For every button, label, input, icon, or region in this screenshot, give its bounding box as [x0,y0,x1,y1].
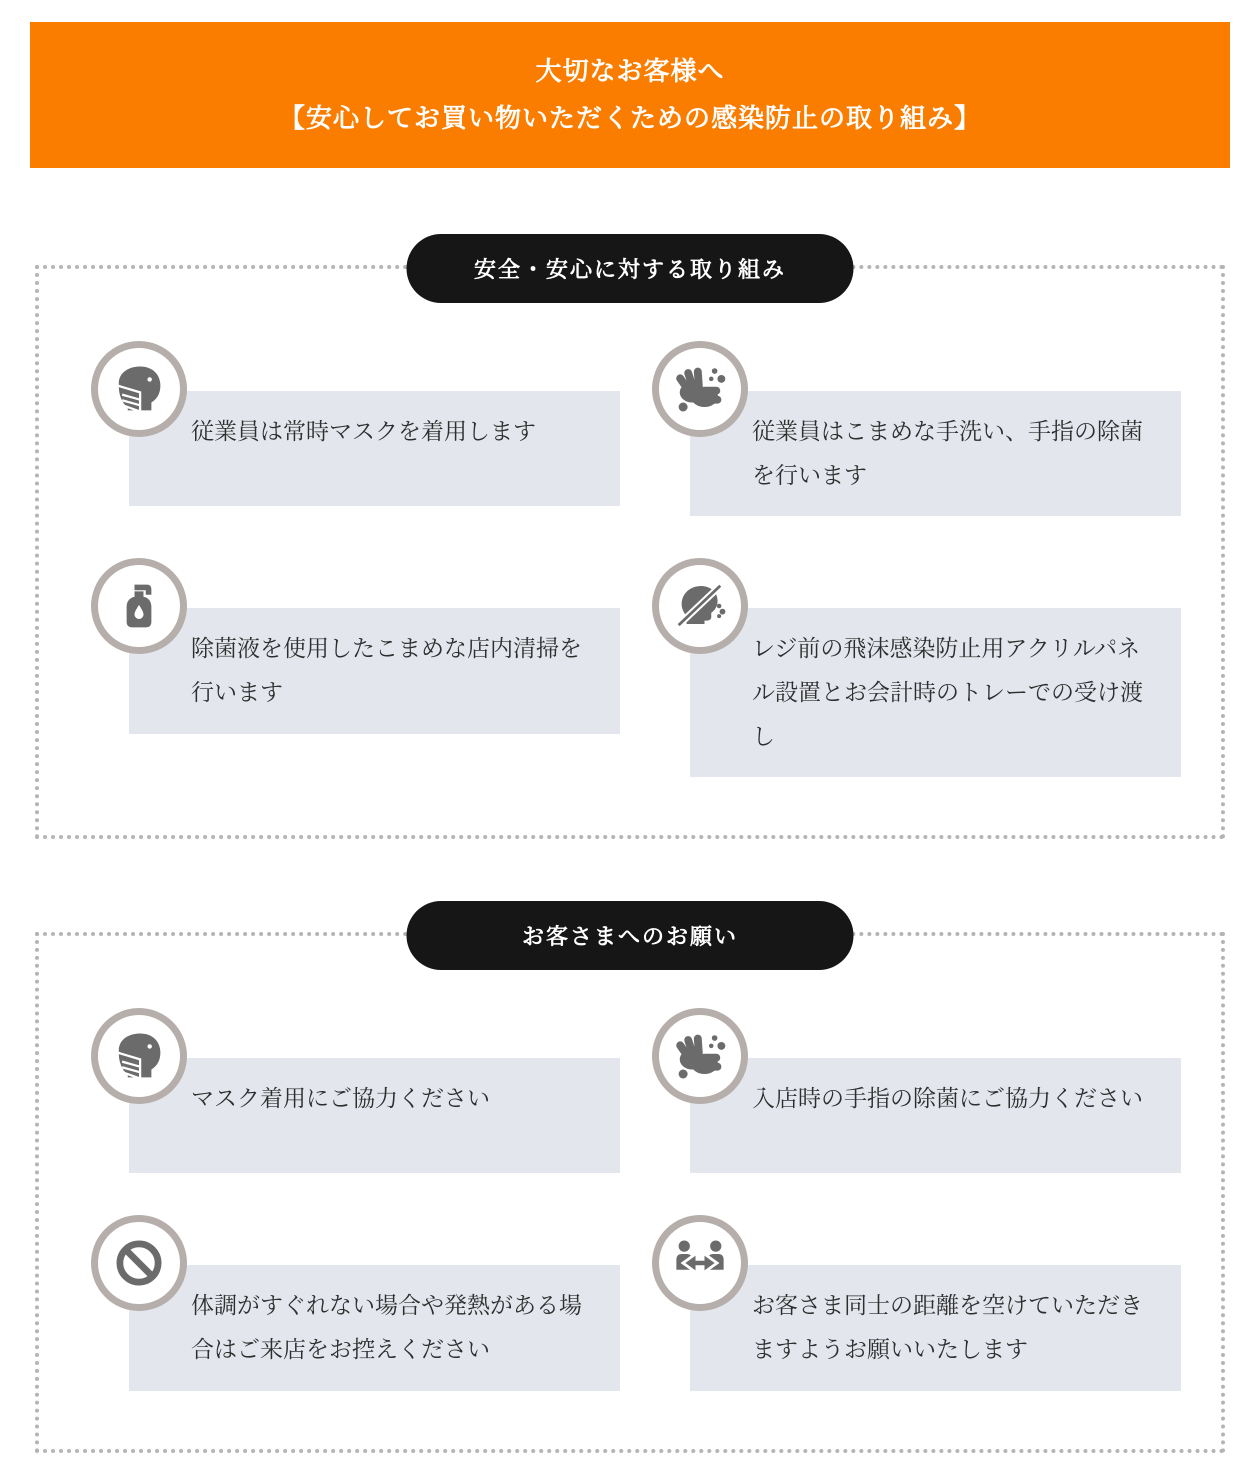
infection-prevention-notice [0,22,1260,1453]
request-text: お客さま同士の距離を空けていただきますようお願いいたします [690,1265,1181,1390]
list-item [652,341,1181,516]
measure-text: 除菌液を使用したこまめな店内清掃を行います [129,608,620,733]
mask-face-icon [91,1008,187,1104]
section-store-measures [35,257,1225,839]
list-item [652,1008,1181,1173]
request-text: 入店時の手指の除菌にご協力ください [690,1058,1181,1173]
sanitizer-bottle-icon [91,558,187,654]
list-item [91,558,620,777]
list-item [91,1215,620,1390]
measures-grid [91,341,1181,777]
measure-text: 従業員は常時マスクを着用します [129,391,620,506]
hand-wash-icon [652,341,748,437]
notice-banner [30,22,1230,168]
droplet-block-icon [652,558,748,654]
request-text: マスク着用にご協力ください [129,1058,620,1173]
section-title-pill: 安全・安心に対する取り組み [407,234,854,303]
list-item [652,558,1181,777]
list-item [91,341,620,516]
section-customer-requests [35,924,1225,1452]
section-title-pill: お客さまへのお願い [407,901,854,970]
measure-text: レジ前の飛沫感染防止用アクリルパネル設置とお会計時のトレーでの受け渡し [690,608,1181,777]
banner-title-line2: 【安心してお買い物いただくための感染防止の取り組み】 [278,103,981,133]
banner-title-line1: 大切なお客様へ [535,55,725,86]
list-item [652,1215,1181,1390]
list-item [91,1008,620,1173]
prohibition-icon [91,1215,187,1311]
social-distance-icon [652,1215,748,1311]
mask-face-icon [91,341,187,437]
requests-grid [91,1008,1181,1390]
request-text: 体調がすぐれない場合や発熱がある場合はご来店をお控えください [129,1265,620,1390]
measure-text: 従業員はこまめな手洗い、手指の除菌を行います [690,391,1181,516]
hand-wash-icon [652,1008,748,1104]
